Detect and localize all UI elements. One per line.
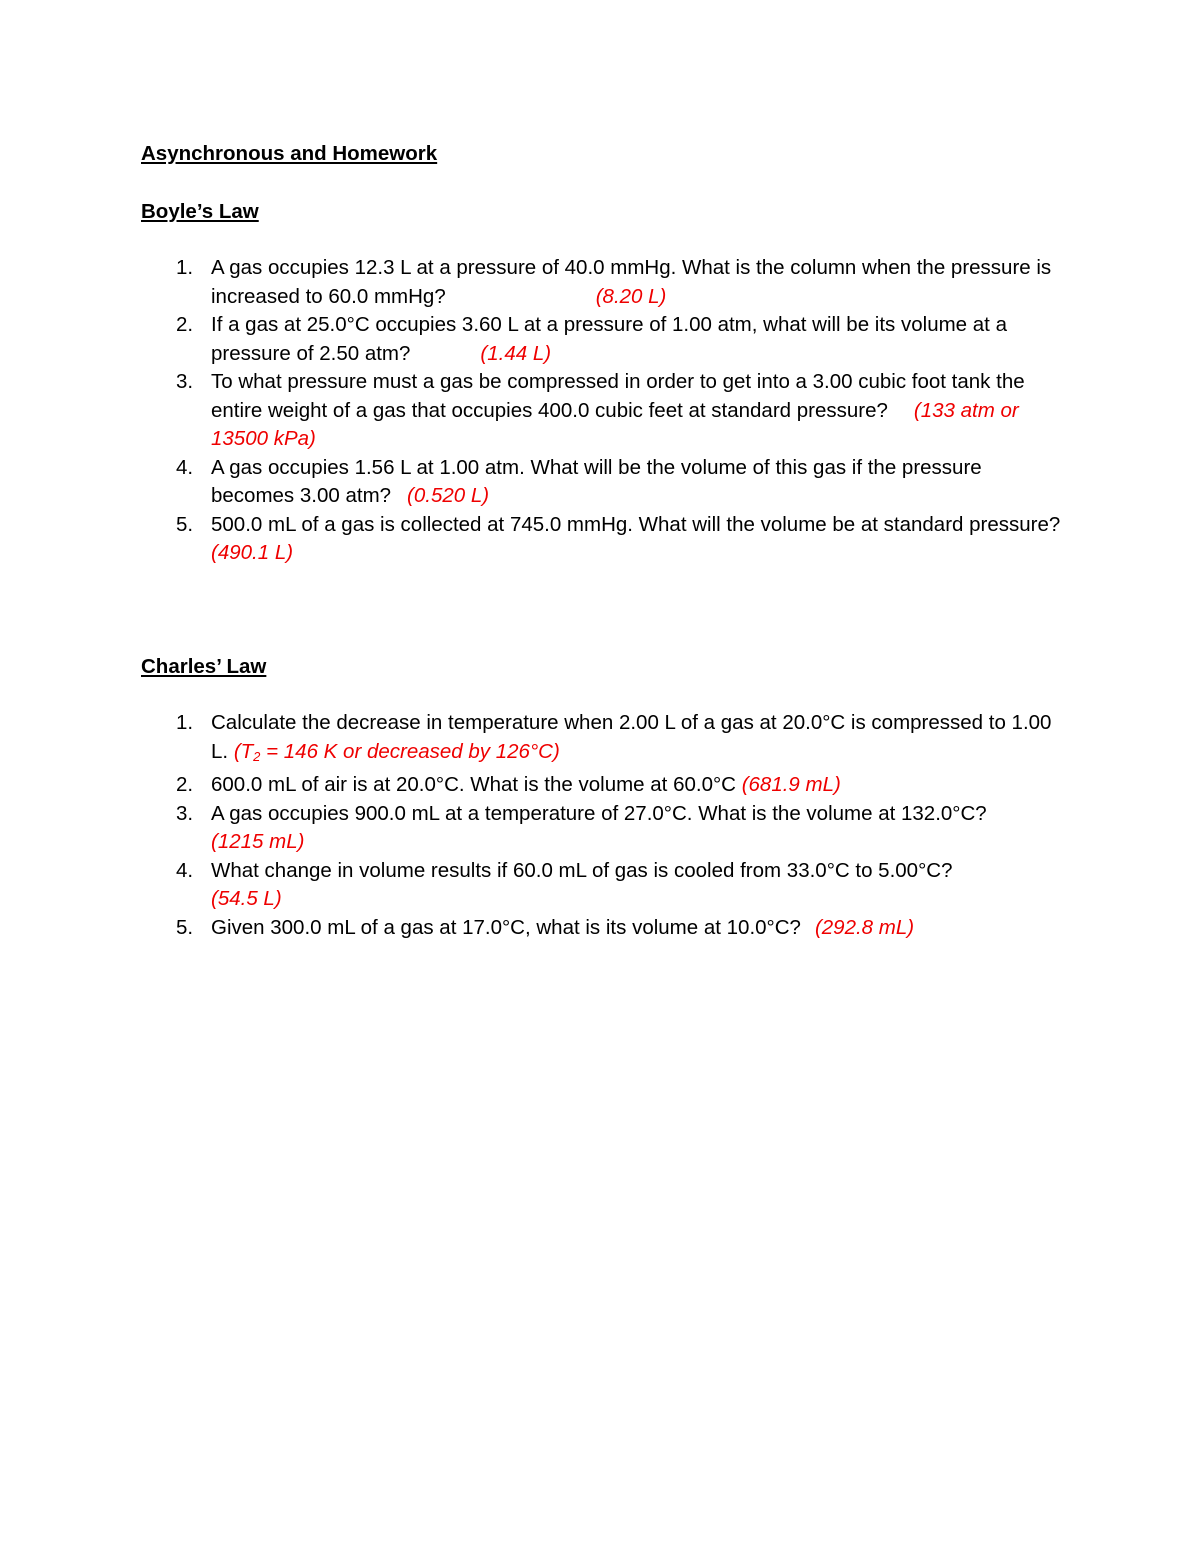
- answer-text: (490.1 L): [211, 541, 294, 564]
- charles-question-1: [141, 709, 1061, 771]
- question-number: 1.: [176, 256, 194, 279]
- question-number: 1.: [176, 711, 194, 734]
- question-text: 600.0 mL of air is at 20.0°C. What is the volume at 60.0°C: [211, 773, 736, 796]
- answer-prefix: (T: [233, 739, 254, 763]
- question-text: Given 300.0 mL of a gas at 17.0°C, what is its volume at 10.0°C?: [211, 915, 801, 939]
- boyles-question-3: [141, 368, 1061, 454]
- question-text: What change in volume results if 60.0 mL of gas is cooled from 33.0°C to 5.00°C?: [211, 858, 953, 882]
- answer-text: (133 atm or 13500 kPa): [211, 398, 1019, 450]
- answer-text: (0.520 L): [407, 484, 490, 507]
- charles-question-5: [141, 914, 1061, 943]
- question-text: Calculate the decrease in temperature when 2.00 L of a gas at 20.0°C is compressed to 1.00 L.: [211, 711, 1052, 763]
- question-number: 3.: [176, 801, 194, 825]
- answer-text: (54.5 L): [211, 887, 282, 910]
- answer-text: (1.44 L): [480, 341, 552, 365]
- question-number: 4.: [176, 858, 194, 882]
- answer-text: (292.8 mL): [814, 915, 915, 939]
- question-text: If a gas at 25.0°C occupies 3.60 L at a pressure of 1.00 atm, what will be its volume at a pressure of 2.50 atm?: [211, 313, 1007, 365]
- answer-text: [234, 740, 560, 763]
- question-number: 5.: [176, 512, 194, 536]
- question-number: 2.: [176, 313, 194, 336]
- charles-law-heading: Charles’ Law: [141, 655, 267, 678]
- boyles-law-heading: Boyle’s Law: [141, 200, 259, 223]
- question-number: 5.: [176, 915, 194, 939]
- boyles-question-4: [141, 454, 1061, 511]
- boyles-question-5: [141, 511, 1061, 568]
- answer-text: (8.20 L): [595, 284, 667, 308]
- charles-law-question-list: [141, 709, 1061, 942]
- question-text: 500.0 mL of a gas is collected at 745.0 mmHg. What will the volume be at standard pressure?: [211, 512, 1061, 536]
- answer-text: (1215 mL): [211, 830, 305, 853]
- charles-question-4: [141, 857, 1061, 914]
- question-text: A gas occupies 1.56 L at 1.00 atm. What will be the volume of this gas if the pressure becomes 3.00 atm?: [211, 455, 982, 507]
- answer-suffix: = 146 K or decreased by 126°C): [260, 739, 560, 763]
- boyles-law-question-list: [141, 254, 1061, 568]
- question-number: 4.: [176, 455, 194, 479]
- question-number: 3.: [176, 370, 194, 393]
- document-title: Asynchronous and Homework: [141, 142, 438, 165]
- charles-question-2: [141, 771, 1061, 800]
- charles-question-3: [141, 800, 1061, 857]
- question-text: To what pressure must a gas be compressed in order to get into a 3.00 cubic foot tank the entire weight of a gas that occupies 400.0 cubic feet at standard pressure?: [211, 370, 1025, 422]
- answer-subscript: 2: [253, 748, 261, 764]
- question-text: A gas occupies 12.3 L at a pressure of 40.0 mmHg. What is the column when the pressure is increased to 60.0 mmHg?: [211, 256, 1052, 308]
- question-text: A gas occupies 900.0 mL at a temperature of 27.0°C. What is the volume at 132.0°C?: [211, 801, 987, 825]
- answer-text: (681.9 mL): [741, 773, 841, 796]
- boyles-question-1: [141, 254, 1061, 311]
- question-number: 2.: [176, 773, 194, 796]
- boyles-question-2: [141, 311, 1061, 368]
